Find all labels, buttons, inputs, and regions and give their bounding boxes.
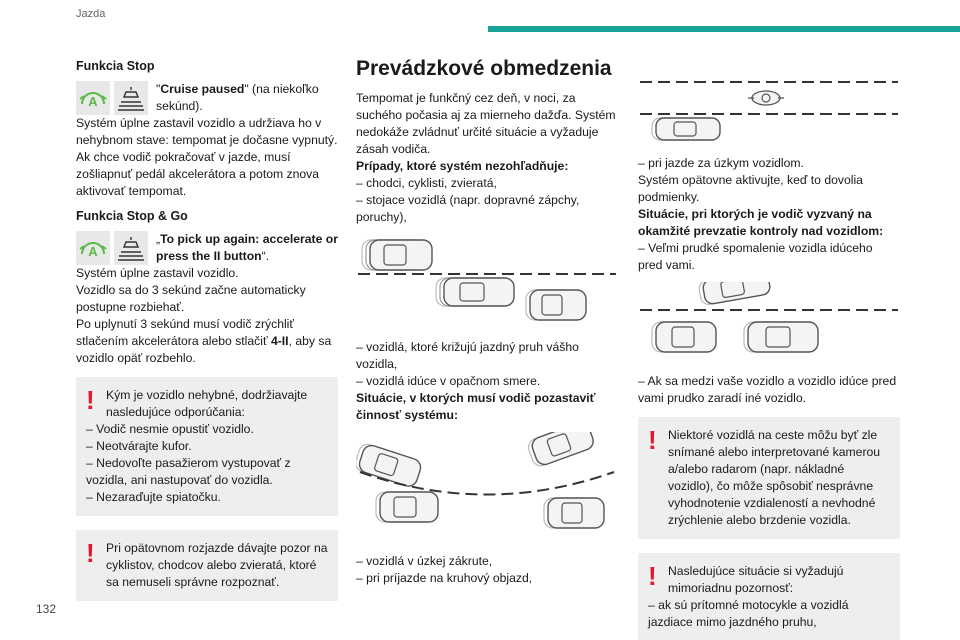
- quote-mark: “.: [261, 249, 270, 263]
- warning-line: – ak sú prítomné motocykle a vozidlá jazdiace mimo jazdného pruhu,: [648, 598, 849, 629]
- warning-line: – Nedovoľte pasažierom vystupovať z vozidla, ani nastupovať do vozidla.: [86, 456, 291, 487]
- warning-exclamation-icon: !: [86, 385, 95, 415]
- section-bar: [488, 26, 960, 32]
- narrow-vehicle-illustration: [638, 78, 900, 147]
- stopgo-icon-row: [76, 231, 338, 265]
- case-item: – vozidlá, ktoré križujú jazdný pruh vášho vozidla,: [356, 340, 579, 371]
- case-item: – stojace vozidlá (napr. dopravné zápchy, poruchy),: [356, 193, 580, 224]
- takeover-heading: Situácie, pri ktorých je vodič vyzvaný na okamžité prevzatie kontroly nad vozidlom:: [638, 207, 884, 238]
- stopgo-body-2: Vozidlo sa do 3 sekúnd začne automaticky postupne rozbiehať.: [76, 283, 306, 314]
- warning-line: – Neotvárajte kufor.: [86, 439, 192, 453]
- adaptive-cruise-green-icon: [76, 81, 110, 115]
- situations-heading: Situácie, v ktorých musí vodič pozastaviť činnosť systému:: [356, 391, 596, 422]
- stopgo-message: [152, 231, 338, 265]
- stop-message-rest: " (na niekoľko sekúnd).: [156, 82, 319, 113]
- warning-box-attention: [638, 553, 900, 640]
- stop-message: [152, 81, 338, 115]
- warning-line: Kým je vozidlo nehybné, dodržiavajte nasledujúce odporúčania:: [106, 388, 308, 419]
- column-left: [76, 58, 338, 601]
- limitations-title: Prevádzkové obmedzenia: [356, 57, 612, 80]
- case-item: – vozidlá idúce v opačnom smere.: [356, 374, 541, 388]
- column-middle: [356, 56, 618, 587]
- curve-illustration: [356, 432, 618, 545]
- warning-text: Niektoré vozidlá na ceste môžu byť zle snímané alebo interpretované kamerou a/alebo radarom (napr. nákladné vozidlo), čo môže spôsobiť nesprávne vyhodnotenie vzdialeností a nevhodné zrýchlenie alebo brzdenie vozidla.: [668, 428, 881, 527]
- motorcycle-icon: [748, 91, 784, 105]
- lane-car-icon: [114, 81, 148, 115]
- warning-exclamation-icon: !: [648, 561, 657, 591]
- page-number: 132: [36, 602, 57, 616]
- stopgo-heading: Funkcia Stop & Go: [76, 209, 188, 223]
- svg-text:A: A: [88, 244, 98, 259]
- warning-line: – Vodič nesmie opustiť vozidlo.: [86, 422, 254, 436]
- stopgo-body-1: Systém úplne zastavil vozidlo.: [76, 266, 239, 280]
- takeover-item: – Veľmi prudké spomalenie vozidla idúceho pred vami.: [638, 241, 873, 272]
- stop-heading: Funkcia Stop: [76, 59, 155, 73]
- warning-box-detection: [638, 417, 900, 539]
- lane-car-icon: [114, 231, 148, 265]
- quote-mark: ": [156, 82, 161, 96]
- situation-item: – pri príjazde na kruhový objazd,: [356, 571, 533, 585]
- narrow-vehicle-item: – pri jazde za úzkym vozidlom.: [638, 156, 804, 170]
- quote-mark: „: [156, 232, 161, 246]
- button-reference: 4-II: [270, 334, 289, 348]
- stop-body-1: Systém úplne zastavil vozidlo a udržiava ho v nehybnom stave: tempomat je dočasne vypnutý.: [76, 116, 338, 147]
- warning-line: Nasledujúce situácie si vyžadujú mimoriadnu pozornosť:: [668, 564, 844, 595]
- column-right: [638, 78, 900, 640]
- situation-item: – vozidlá v úzkej zákrute,: [356, 554, 493, 568]
- adaptive-cruise-green-icon: [76, 231, 110, 265]
- stopgo-body-3-pre: Po uplynutí 3 sekúnd musí vodič zrýchliť stlačením akcelerátora alebo stlačiť: [76, 317, 294, 348]
- section-title: Jazda: [76, 8, 106, 20]
- stopgo-message-bold: To pick up again: accelerate or press the II button: [156, 232, 338, 263]
- stop-message-bold: Cruise paused: [160, 82, 245, 96]
- car-motion-icon: [362, 240, 432, 270]
- warning-exclamation-icon: !: [648, 425, 657, 455]
- cut-in-item: – Ak sa medzi vaše vozidlo a vozidlo idúce pred vami prudko zaradí iné vozidlo.: [638, 374, 897, 405]
- reactivate-text: Systém opätovne aktivujte, keď to dovolia podmienky.: [638, 173, 863, 204]
- warning-text: Pri opätovnom rozjazde dávajte pozor na cyklistov, chodcov alebo zvieratá, ktoré sa nemuseli správne rozpoznať.: [106, 541, 328, 589]
- stopgo-body-3-post: , aby sa vozidlo opäť rozbehlo.: [76, 334, 332, 365]
- stopgo-body-3: [76, 316, 338, 367]
- stop-icon-row: [76, 81, 338, 115]
- crossing-vehicles-illustration: [356, 234, 618, 331]
- case-item: – chodci, cyklisti, zvieratá,: [356, 176, 497, 190]
- svg-text:A: A: [88, 94, 98, 109]
- warning-exclamation-icon: !: [86, 538, 95, 568]
- cut-in-illustration: [638, 282, 900, 365]
- stop-body-2: Ak chce vodič pokračovať v jazde, musí zošliapnuť pedál akcelerátora a potom znova aktivovať tempomat.: [76, 150, 320, 198]
- cases-heading: Prípady, ktoré systém nezohľadňuje:: [356, 159, 569, 173]
- warning-box-restart: [76, 530, 338, 601]
- warning-line: – Nezaraďujte spiatočku.: [86, 490, 221, 504]
- warning-box-stationary: [76, 377, 338, 516]
- limitations-intro: Tempomat je funkčný cez deň, v noci, za suchého počasia aj za mierneho dažďa. Systém nedokáže zvládnuť určité situácie a vyžaduje zásah vodiča.: [356, 91, 616, 156]
